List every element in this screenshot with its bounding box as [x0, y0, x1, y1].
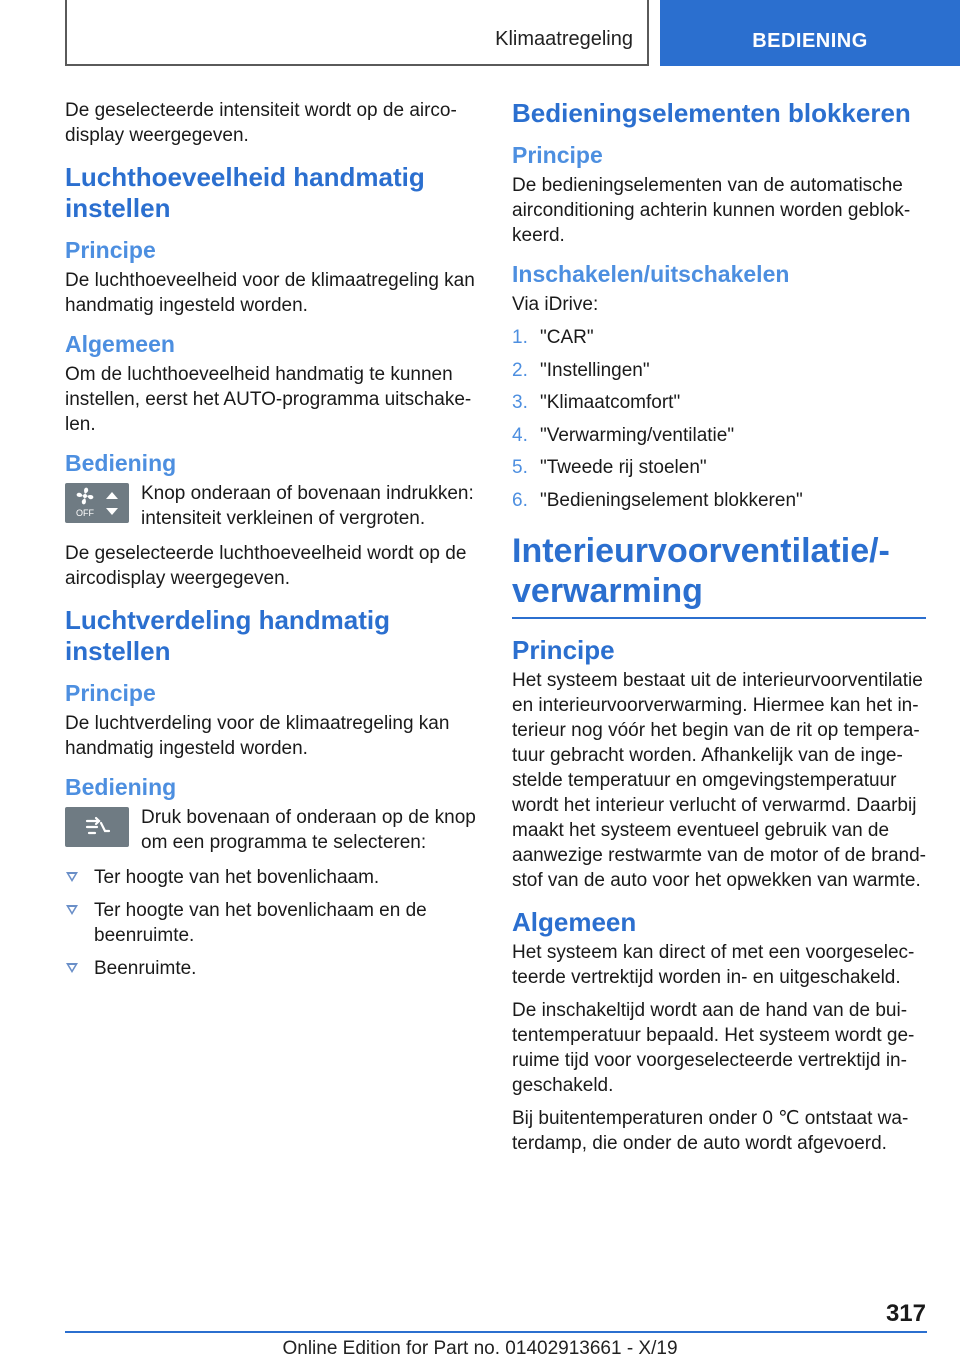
subheading-bediening: Bediening	[65, 450, 177, 476]
section-title: BEDIENING	[752, 30, 868, 52]
subheading-inschakelen: Inschakelen/uitschakelen	[512, 261, 790, 287]
paragraph-algemeen: Om de luchthoeveelheid handmatig te kunnen instellen, eerst het AUTO-programma uitschake-len.	[65, 364, 472, 435]
heading-luchthoeveelheid: Luchthoeveelheid handmatig instellen	[65, 162, 425, 223]
fan-off-label: OFF	[76, 508, 94, 518]
paragraph-algemeen-4c: Bij buitentemperaturen onder 0 ℃ ontstaat wa-terdamp, die onder de auto wordt afgevoerd.	[512, 1107, 909, 1154]
paragraph-bediening-airflow: Druk bovenaan of onderaan op de knop om een programma te selecteren:	[141, 807, 476, 853]
paragraph-principe-3: De bedieningselementen van de automatische airconditioning achterin kunnen worden geblok-keerd.	[512, 175, 911, 246]
fan-speed-button-icon	[65, 483, 129, 523]
triangle-bullet-icon	[66, 905, 78, 915]
subheading-principe: Principe	[65, 237, 156, 263]
heading-interieurvoorventilatie: Interieurvoorventilatie/-verwarming	[512, 531, 890, 610]
list-item: 5. "Tweede rij stoelen"	[512, 457, 707, 478]
paragraph-bediening-fan: Knop onderaan of bovenaan indrukken: intensiteit verkleinen of vergroten.	[141, 483, 474, 529]
paragraph-principe-4: Het systeem bestaat uit de interieurvoorventilatie en interieurvoorverwarming. Hiermee kan het in-terieur nog vóór het begin van de rit op tempera-tuur gebracht worden. Afhankelijk van de inge-stelde temperatuur en omgevingstemperatuur wordt het interieur verlucht of verwarmd. Daarbij maakt het systeem eventueel gebruik van de aanwezige restwarmte van de motor of de brand-stof van de auto voor het opwekken van warmte.	[512, 669, 926, 891]
idrive-steps-list	[512, 325, 926, 513]
list-item: 6. "Bedieningselement blokkeren"	[512, 489, 803, 511]
list-item: Ter hoogte van het bovenlichaam en de beenruimte.	[65, 898, 479, 948]
right-column	[512, 98, 926, 1164]
paragraph-algemeen-4b: De inschakeltijd wordt aan de hand van de bui-tentemperatuur bepaald. Het systeem wordt ge-ruime tijd voor voorgeselecteerde vertrektijd in-geschakeld.	[512, 999, 915, 1096]
chapter-title: Klimaatregeling	[495, 28, 633, 50]
paragraph-algemeen-4a: Het systeem kan direct of met een voorgeselec-teerde vertrektijd worden in- en uitgeschakeld.	[512, 941, 915, 988]
heading-algemeen-4: Algemeen	[512, 906, 637, 937]
airflow-button-row	[65, 805, 479, 855]
list-item: Ter hoogte van het bovenlichaam.	[65, 865, 479, 890]
fan-button-row	[65, 481, 479, 531]
intro-paragraph: De geselecteerde intensiteit wordt op de airco-display weergegeven.	[65, 100, 457, 146]
left-column	[65, 98, 479, 989]
subheading-principe-2: Principe	[65, 680, 156, 706]
heading-luchtverdeling: Luchtverdeling handmatig instellen	[65, 605, 391, 666]
list-item: 1. "CAR"	[512, 327, 594, 348]
subheading-principe-3: Principe	[512, 142, 603, 168]
paragraph-display: De geselecteerde luchthoeveelheid wordt op de aircodisplay weergegeven.	[65, 543, 467, 589]
list-item: 2. "Instellingen"	[512, 359, 650, 381]
header-section-tab	[660, 0, 960, 66]
list-item: 4. "Verwarming/ventilatie"	[512, 424, 735, 446]
page-number: 317	[885, 1300, 926, 1327]
subheading-algemeen: Algemeen	[65, 331, 175, 357]
paragraph-principe-2: De luchtverdeling voor de klimaatregeling kan handmatig ingesteld worden.	[65, 713, 450, 759]
paragraph-principe: De luchthoeveelheid voor de klimaatregeling kan handmatig ingesteld worden.	[65, 270, 475, 316]
paragraph-via-idrive: Via iDrive:	[512, 294, 599, 315]
footer-rule	[65, 1331, 927, 1333]
heading-rule	[512, 617, 926, 619]
triangle-bullet-icon	[66, 963, 78, 973]
footer-edition: Online Edition for Part no. 01402913661 - X/19	[282, 1338, 678, 1359]
subheading-bediening-2: Bediening	[65, 774, 177, 800]
heading-blokkeren: Bedieningselementen blokkeren	[512, 98, 911, 128]
list-item: 3. "Klimaatcomfort"	[512, 392, 681, 413]
air-distribution-button-icon	[65, 807, 129, 847]
header-chapter-box	[65, 0, 649, 66]
list-item: Beenruimte.	[65, 956, 479, 981]
triangle-bullet-icon	[66, 872, 78, 882]
airflow-options-list	[65, 865, 479, 981]
heading-principe-4: Principe	[512, 634, 615, 665]
